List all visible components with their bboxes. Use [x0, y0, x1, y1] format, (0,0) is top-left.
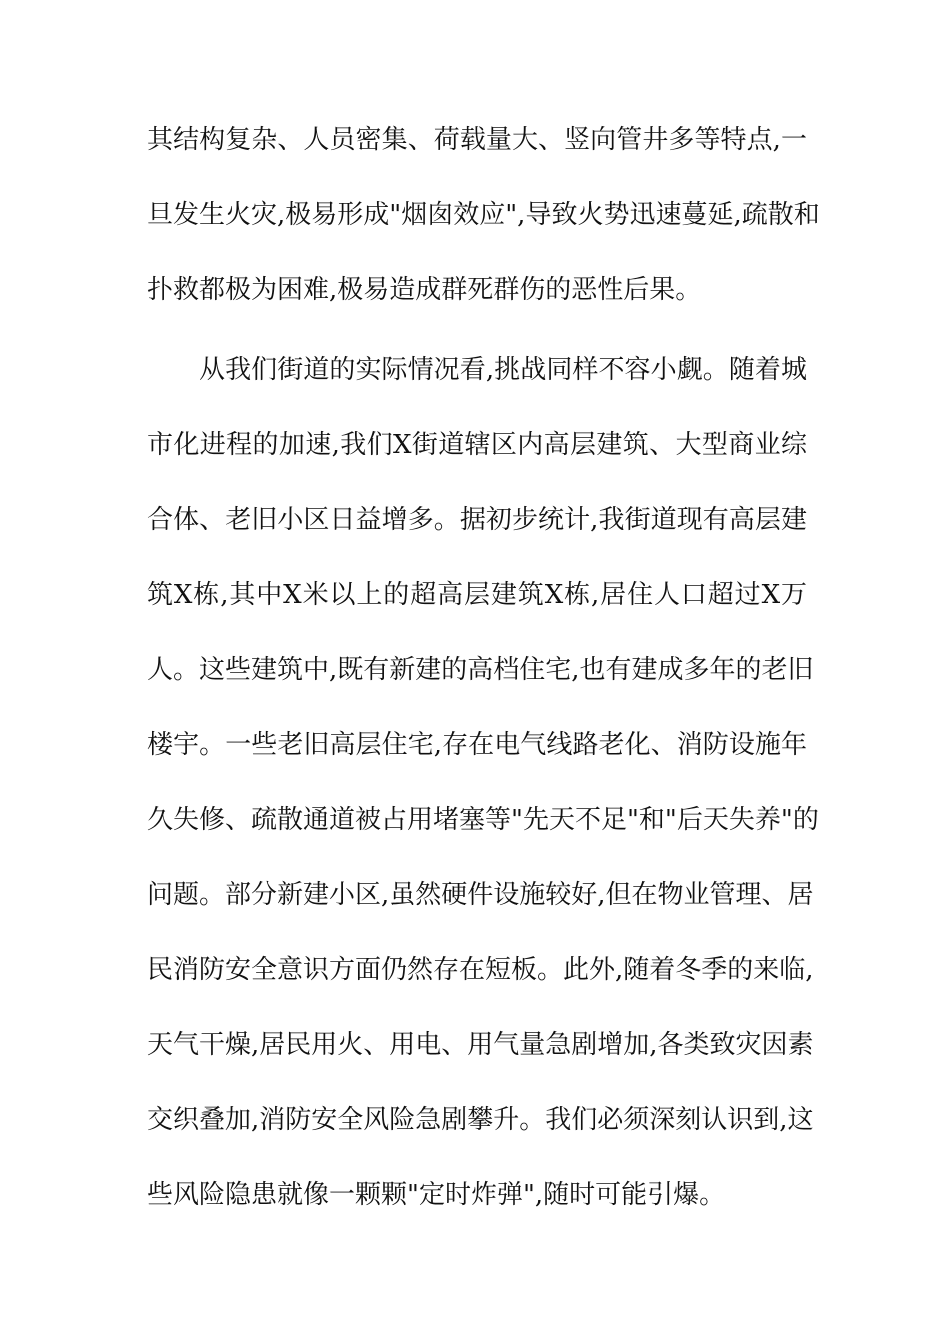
text-line: 从我们街道的实际情况看,挑战同样不容小觑。随着城: [199, 355, 807, 385]
text-line: 筑X栋,其中X米以上的超高层建筑X栋,居住人口超过X万: [147, 580, 807, 610]
text-line: 旦发生火灾,极易形成"烟囱效应",导致火势迅速蔓延,疏散和: [147, 200, 820, 230]
text-line: 民消防安全意识方面仍然存在短板。此外,随着冬季的来临,: [147, 955, 814, 985]
text-line: 市化进程的加速,我们X街道辖区内高层建筑、大型商业综: [147, 430, 807, 460]
text-line: 些风险隐患就像一颗颗"定时炸弹",随时可能引爆。: [147, 1180, 726, 1210]
text-line: 天气干燥,居民用火、用电、用气量急剧增加,各类致灾因素: [147, 1030, 814, 1060]
text-line: 其结构复杂、人员密集、荷载量大、竖向管井多等特点,一: [147, 125, 807, 155]
text-line: 问题。部分新建小区,虽然硬件设施较好,但在物业管理、居: [147, 880, 814, 910]
text-line: 交织叠加,消防安全风险急剧攀升。我们必须深刻认识到,这: [147, 1105, 814, 1135]
text-line: 人。这些建筑中,既有新建的高档住宅,也有建成多年的老旧: [147, 655, 814, 685]
text-line: 合体、老旧小区日益增多。据初步统计,我街道现有高层建: [147, 505, 807, 535]
text-line: 久失修、疏散通道被占用堵塞等"先天不足"和"后天失养"的: [147, 805, 819, 835]
text-line: 扑救都极为困难,极易造成群死群伤的恶性后果。: [147, 275, 702, 305]
text-line: 楼宇。一些老旧高层住宅,存在电气线路老化、消防设施年: [147, 730, 807, 760]
